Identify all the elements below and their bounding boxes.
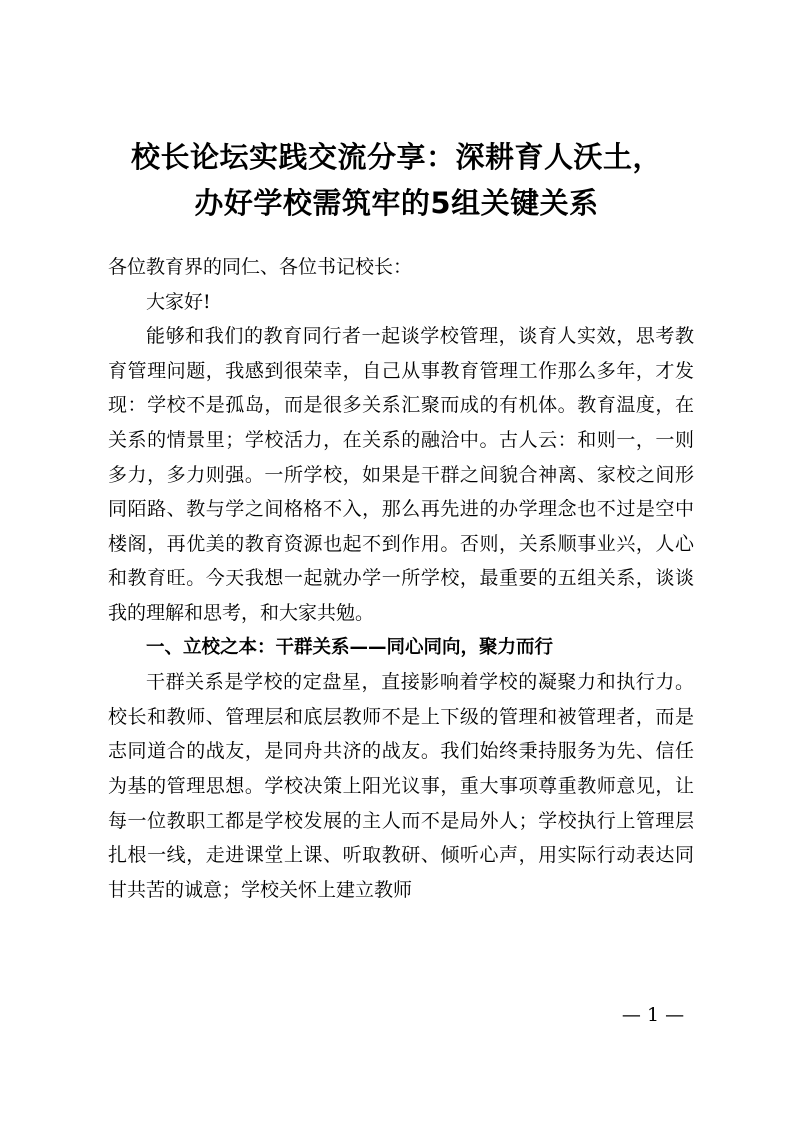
- document-body: [108, 250, 694, 907]
- title-line-1: 校长论坛实践交流分享：深耕育人沃土，: [130, 140, 662, 174]
- section-heading-1: 一、立校之本：干群关系——同心同向，聚力而行: [146, 636, 554, 658]
- intro-paragraph: 能够和我们的教育同行者一起谈学校管理，谈育人实效，思考教育管理问题，我感到很荣幸，自己从事教育管理工作那么多年，才发现：学校不是孤岛，而是很多关系汇聚而成的有机体。教育温度，在关系的情景里；学校活力，在关系的融洽中。古人云：和则一，一则多力，多力则强。一所学校，如果是干群之间貌合神离、家校之间形同陌路、教与学之间格格不入，那么再先进的办学理念也不过是空中楼阁，再优美的教育资源也起不到作用。否则，关系顺事业兴，人心和教育旺。今天我想一起就办学一所学校，最重要的五组关系，谈谈我的理解和思考，和大家共勉。: [108, 325, 694, 624]
- page-number: — 1 —: [621, 1004, 685, 1026]
- document-title: [80, 134, 713, 226]
- section-1-paragraph: 干群关系是学校的定盘星，直接影响着学校的凝聚力和执行力。校长和教师、管理层和底层教师不是上下级的管理和被管理者，而是志同道合的战友，是同舟共济的战友。我们始终秉持服务为先、信任为基的管理思想。学校决策上阳光议事，重大事项尊重教师意见，让每一位教职工都是学校发展的主人而不是局外人；学校执行上管理层扎根一线，走进课堂上课、听取教研、倾听心声，用实际行动表达同甘共苦的诚意；学校关怀上建立教师: [108, 671, 694, 901]
- title-line-2: 办好学校需筑牢的5组关键关系: [194, 186, 599, 220]
- salutation: 各位教育界的同仁、各位书记校长：: [108, 256, 413, 278]
- greeting: 大家好!: [146, 290, 211, 313]
